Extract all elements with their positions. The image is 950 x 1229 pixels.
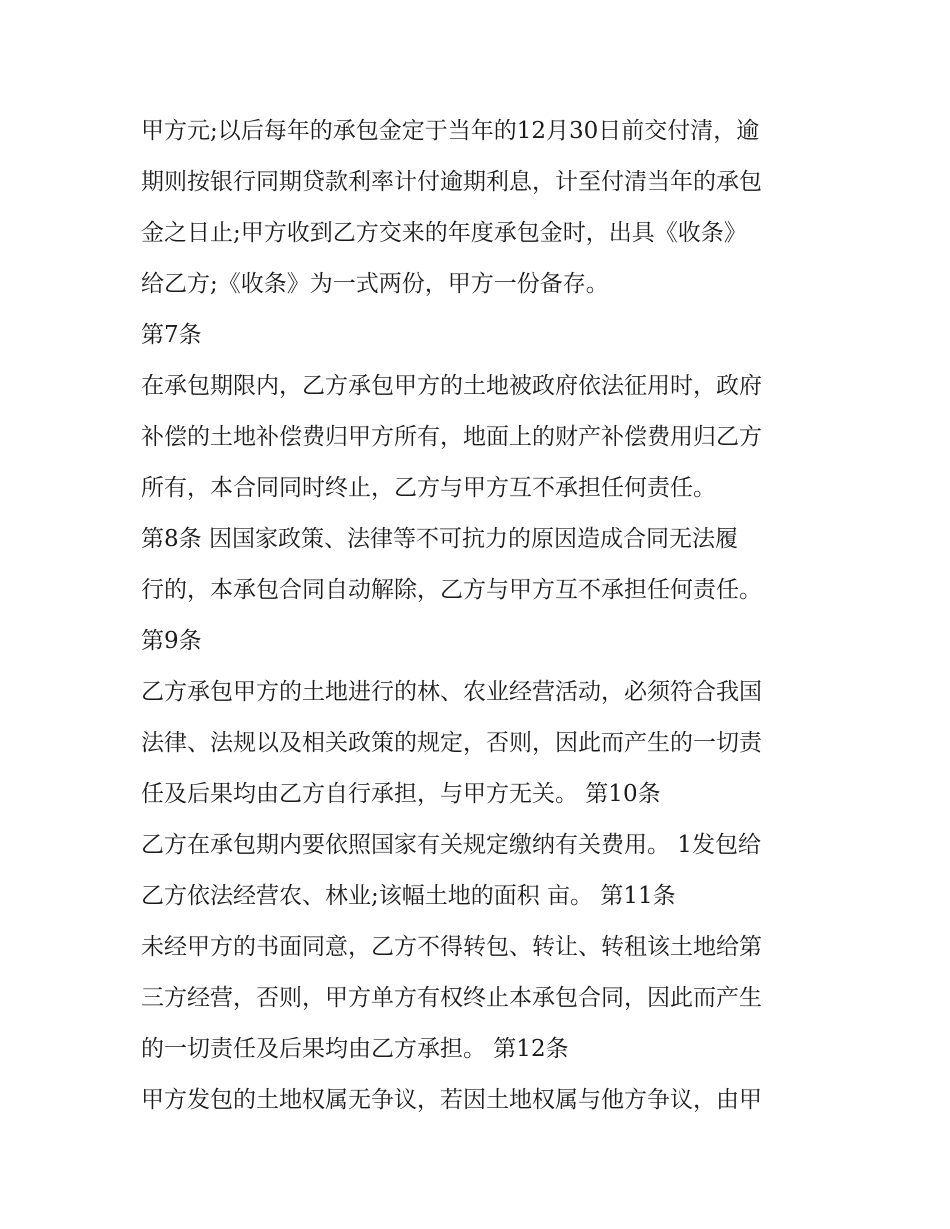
text-line: 三方经营，否则，甲方单方有权终止本承包合同，因此而产生 — [141, 985, 762, 1011]
text-line: 所有，本合同同时终止，乙方与甲方互不承担任何责任。 — [141, 475, 716, 501]
text-line: 行的，本承包合同自动解除，乙方与甲方互不承担任何责任。 — [141, 577, 762, 603]
text-line: 甲方元;以后每年的承包金定于当年的12月30日前交付清，逾 — [141, 118, 760, 144]
text-line: 任及后果均由乙方自行承担，与甲方无关。 第10条 — [141, 781, 661, 807]
text-line: 给乙方;《收条》为一式两份，甲方一份备存。 — [141, 271, 609, 297]
text-line: 第8条 因国家政策、法律等不可抗力的原因造成合同无法履 — [141, 526, 738, 552]
text-line: 的一切责任及后果均由乙方承担。 第12条 — [141, 1036, 569, 1062]
text-line: 乙方依法经营农、林业;该幅土地的面积 亩。 第11条 — [141, 883, 676, 909]
text-line: 乙方承包甲方的土地进行的林、农业经营活动，必须符合我国 — [141, 679, 762, 705]
text-line: 未经甲方的书面同意，乙方不得转包、转让、转租该土地给第 — [141, 934, 762, 960]
contract-body-text — [141, 106, 821, 1126]
text-line: 乙方在承包期内要依照国家有关规定缴纳有关费用。 1发包给 — [141, 832, 761, 858]
text-line: 在承包期限内，乙方承包甲方的土地被政府依法征用时，政府 — [141, 373, 762, 399]
text-line: 金之日止;甲方收到乙方交来的年度承包金时，出具《收条》 — [141, 220, 747, 246]
text-line: 期则按银行同期贷款利率计付逾期利息，计至付清当年的承包 — [141, 169, 762, 195]
text-line: 甲方发包的土地权属无争议，若因土地权属与他方争议，由甲 — [141, 1087, 762, 1113]
article-heading: 第9条 — [141, 628, 202, 654]
text-line: 补偿的土地补偿费归甲方所有，地面上的财产补偿费用归乙方 — [141, 424, 762, 450]
article-heading: 第7条 — [141, 322, 202, 348]
text-line: 法律、法规以及相关政策的规定，否则，因此而产生的一切责 — [141, 730, 762, 756]
